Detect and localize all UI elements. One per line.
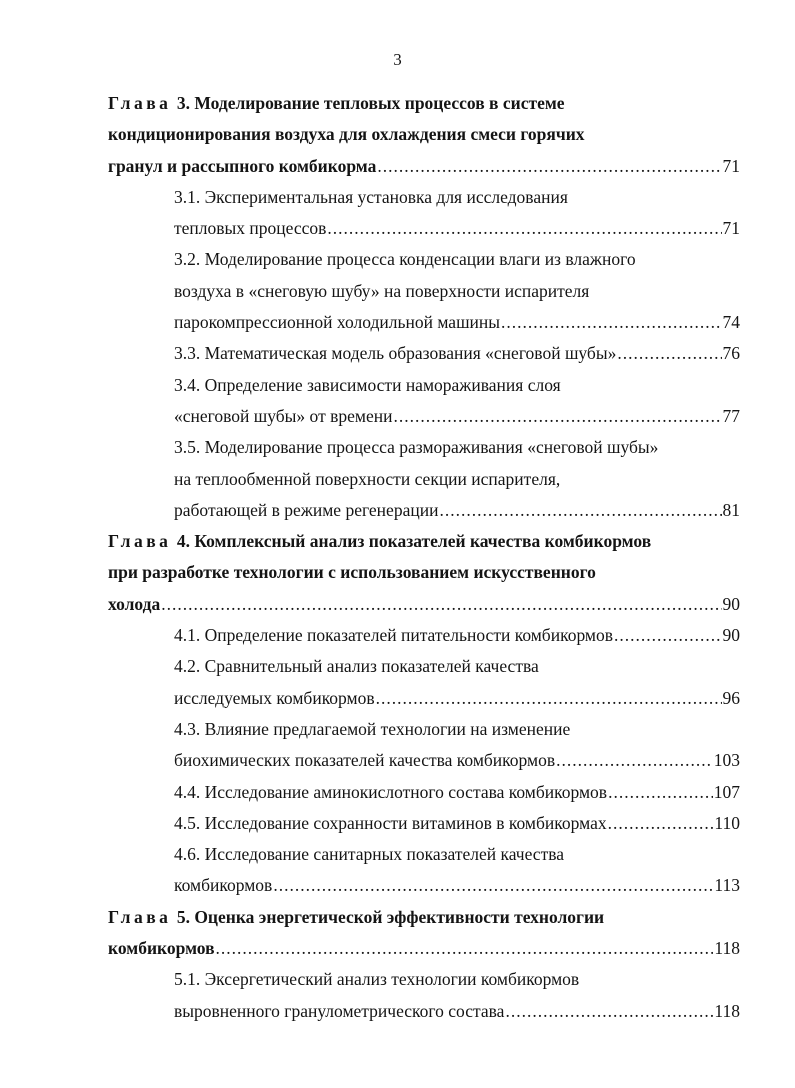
section-title-text: 3.3. Математическая модель образования «снеговой шубы» <box>174 343 617 364</box>
chapter-title: 4. Комплексный анализ показателей качества комбикормов <box>176 531 652 552</box>
section-title-text: работающей в режиме регенерации <box>174 499 439 520</box>
section-entry-line <box>108 996 740 1027</box>
section-entry-line <box>108 464 740 495</box>
toc-page-number: 107 <box>713 781 740 802</box>
chapter-heading-line <box>108 557 740 588</box>
section-title-text: исследуемых комбикормов <box>174 687 375 708</box>
chapter-heading-line <box>108 902 740 933</box>
chapter-label: Глава <box>108 906 172 927</box>
section-entry-line <box>108 244 740 275</box>
toc-page-number: 96 <box>722 687 740 708</box>
section-entry-line <box>108 839 740 870</box>
section-entry-line <box>108 651 740 682</box>
section-entry-line <box>108 714 740 745</box>
section-entry-line <box>108 401 740 432</box>
section-title-text: 4.2. Сравнительный анализ показателей качества <box>174 656 539 677</box>
section-entry-line <box>108 338 740 369</box>
section-title-text: парокомпрессионной холодильной машины <box>174 312 501 333</box>
chapter-title-text: кондиционирования воздуха для охлаждения смеси горячих <box>108 124 585 145</box>
section-title-text: биохимических показателей качества комбикормов <box>174 750 556 771</box>
section-entry-line <box>108 213 740 244</box>
section-entry-line <box>108 432 740 463</box>
toc-page-number: 90 <box>722 593 740 614</box>
dot-leader <box>614 620 721 651</box>
toc-page-number: 71 <box>722 218 740 239</box>
section-title-text: 5.1. Эксергетический анализ технологии комбикормов <box>174 969 580 990</box>
section-title-text: 3.1. Экспериментальная установка для исследования <box>174 186 568 207</box>
dot-leader <box>273 870 713 901</box>
section-title-text: комбикормов <box>174 875 273 896</box>
section-entry-line <box>108 964 740 995</box>
chapter-heading-line <box>108 88 740 119</box>
page-number: 3 <box>393 50 402 69</box>
toc-page-number: 81 <box>722 499 740 520</box>
chapter-heading-line <box>108 589 740 620</box>
section-entry-line <box>108 745 740 776</box>
chapter-title-text: гранул и рассыпного комбикорма <box>108 155 377 176</box>
dot-leader <box>617 338 721 369</box>
dot-leader <box>327 213 721 244</box>
chapter-title: 3. Моделирование тепловых процессов в системе <box>176 93 565 113</box>
dot-leader <box>501 307 721 338</box>
section-title-text: выровненного гранулометрического состава <box>174 1000 505 1021</box>
section-title-text: 3.4. Определение зависимости намораживания слоя <box>174 374 561 395</box>
toc-page-number: 77 <box>722 405 740 426</box>
section-entry-line <box>108 182 740 213</box>
section-entry-line <box>108 620 740 651</box>
section-entry-line <box>108 777 740 808</box>
chapter-title-text <box>108 93 565 113</box>
chapter-title-text: при разработке технологии с использованием искусственного <box>108 562 596 583</box>
dot-leader <box>608 777 713 808</box>
toc-page-number: 110 <box>714 812 740 833</box>
dot-leader <box>505 996 713 1027</box>
section-title-text: 4.1. Определение показателей питательности комбикормов <box>174 625 614 646</box>
chapter-title-text <box>108 531 651 551</box>
chapter-title-text: комбикормов <box>108 938 215 959</box>
section-title-text: 3.2. Моделирование процесса конденсации влаги из влажного <box>174 249 636 270</box>
toc-page-number: 74 <box>722 312 740 333</box>
dot-leader <box>556 745 713 776</box>
chapter-label: Глава <box>108 93 172 113</box>
section-entry-line <box>108 307 740 338</box>
section-entry-line <box>108 683 740 714</box>
chapter-title: 5. Оценка энергетической эффективности технологии <box>176 906 605 927</box>
table-of-contents <box>108 88 740 1027</box>
chapter-heading-line <box>108 151 740 182</box>
section-title-text: 4.4. Исследование аминокислотного состава комбикормов <box>174 781 608 802</box>
dot-leader <box>393 401 721 432</box>
section-title-text: воздуха в «снеговую шубу» на поверхности испарителя <box>174 280 590 301</box>
section-title-text: 3.5. Моделирование процесса размораживания «снеговой шубы» <box>174 437 659 458</box>
section-title-text: 4.6. Исследование санитарных показателей качества <box>174 844 565 865</box>
section-entry-line <box>108 276 740 307</box>
chapter-heading-line <box>108 119 740 150</box>
section-entry-line <box>108 370 740 401</box>
toc-page-number: 76 <box>722 343 740 364</box>
dot-leader <box>608 808 714 839</box>
toc-page-number: 103 <box>713 750 740 771</box>
chapter-heading-line <box>108 933 740 964</box>
dot-leader <box>161 589 721 620</box>
chapter-heading-line <box>108 526 740 557</box>
toc-page-number: 118 <box>714 938 740 959</box>
toc-page-number: 90 <box>722 625 740 646</box>
section-entry-line <box>108 870 740 901</box>
dot-leader <box>216 933 714 964</box>
dot-leader <box>376 683 722 714</box>
dot-leader <box>439 495 721 526</box>
toc-page-number: 71 <box>722 155 740 176</box>
chapter-title-text: холода <box>108 593 161 614</box>
toc-page-number: 118 <box>714 1000 740 1021</box>
chapter-label: Глава <box>108 531 172 552</box>
section-title-text: на теплообменной поверхности секции испарителя, <box>174 468 561 489</box>
chapter-title-text <box>108 907 604 927</box>
section-entry-line <box>108 495 740 526</box>
section-entry-line <box>108 808 740 839</box>
section-title-text: «снеговой шубы» от времени <box>174 405 393 426</box>
section-title-text: тепловых процессов <box>174 218 327 239</box>
section-title-text: 4.5. Исследование сохранности витаминов в комбикормах <box>174 812 607 833</box>
toc-page-number: 113 <box>714 875 740 896</box>
section-title-text: 4.3. Влияние предлагаемой технологии на изменение <box>174 718 571 739</box>
dot-leader <box>377 151 721 182</box>
